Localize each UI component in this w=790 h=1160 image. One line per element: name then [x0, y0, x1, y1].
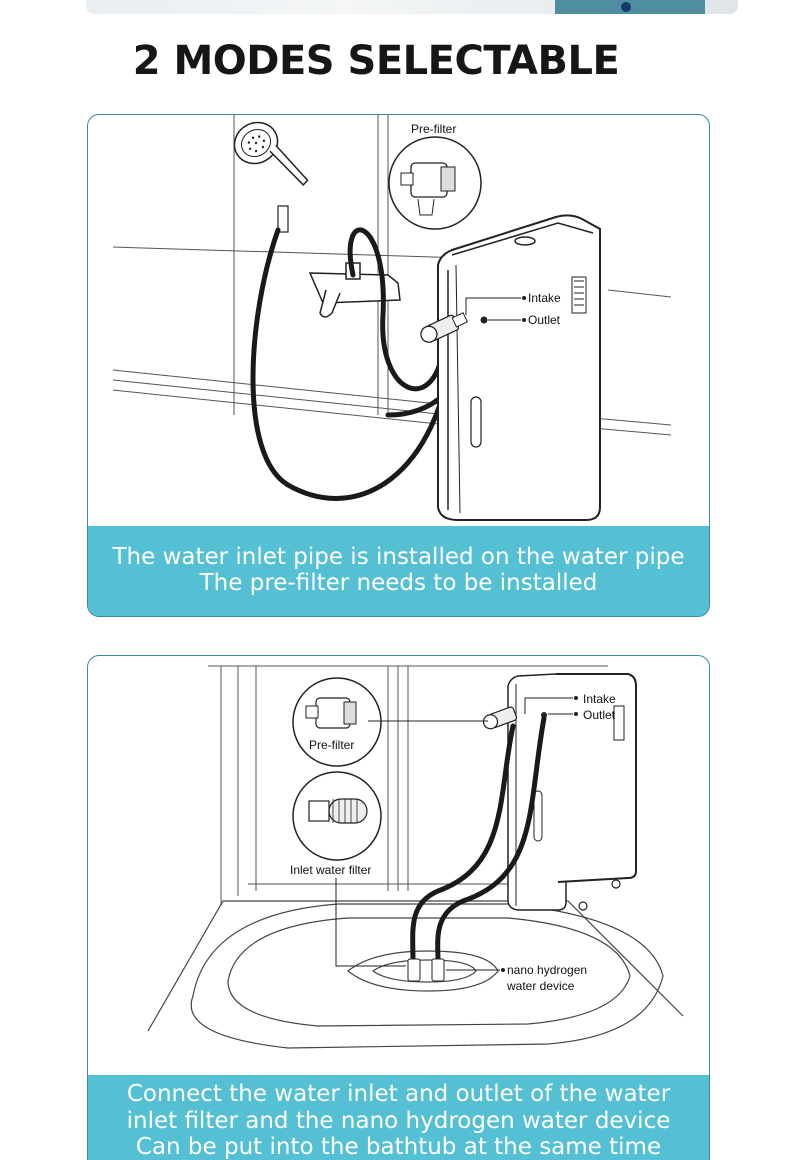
faucet-icon	[310, 263, 400, 317]
mode-2-caption	[88, 1075, 709, 1160]
mode-1-caption	[88, 526, 709, 617]
outlet-label: Outlet	[583, 708, 616, 722]
mode-2-panel	[87, 655, 710, 1160]
mode-1-caption-line-2: The pre-filter needs to be installed	[199, 570, 598, 596]
shower-head-icon	[227, 115, 309, 232]
hydrogen-device-icon	[418, 215, 600, 520]
prefilter-callout	[389, 137, 481, 229]
inlet-filter-callout	[293, 772, 381, 860]
device-label-line-2: water device	[507, 979, 575, 993]
top-device-indicator	[621, 2, 631, 12]
prefilter-label: Pre-filter	[309, 738, 355, 752]
mode-2-illustration	[88, 656, 710, 1075]
mode-2-caption-line-3: Can be put into the bathtub at the same time	[135, 1134, 662, 1160]
prefilter-label: Pre-filter	[411, 122, 457, 136]
prefilter-callout	[293, 678, 381, 766]
intake-label: Intake	[583, 692, 616, 706]
tub-fittings	[408, 959, 444, 981]
outlet-label: Outlet	[528, 313, 561, 327]
mode-2-caption-line-1: Connect the water inlet and outlet of the water	[126, 1081, 671, 1107]
page-heading: 2 MODES SELECTABLE	[132, 38, 620, 84]
mode-2-caption-line-2: inlet filter and the nano hydrogen water device	[126, 1107, 671, 1134]
device-label-line-1: nano hydrogen	[507, 963, 588, 977]
inlet-filter-label: Inlet water filter	[290, 863, 372, 877]
mode-1-panel	[87, 114, 710, 617]
intake-label: Intake	[528, 291, 561, 305]
mode-1-caption-line-1: The water inlet pipe is installed on the water pipe	[112, 544, 685, 570]
mode-1-illustration	[88, 115, 710, 526]
